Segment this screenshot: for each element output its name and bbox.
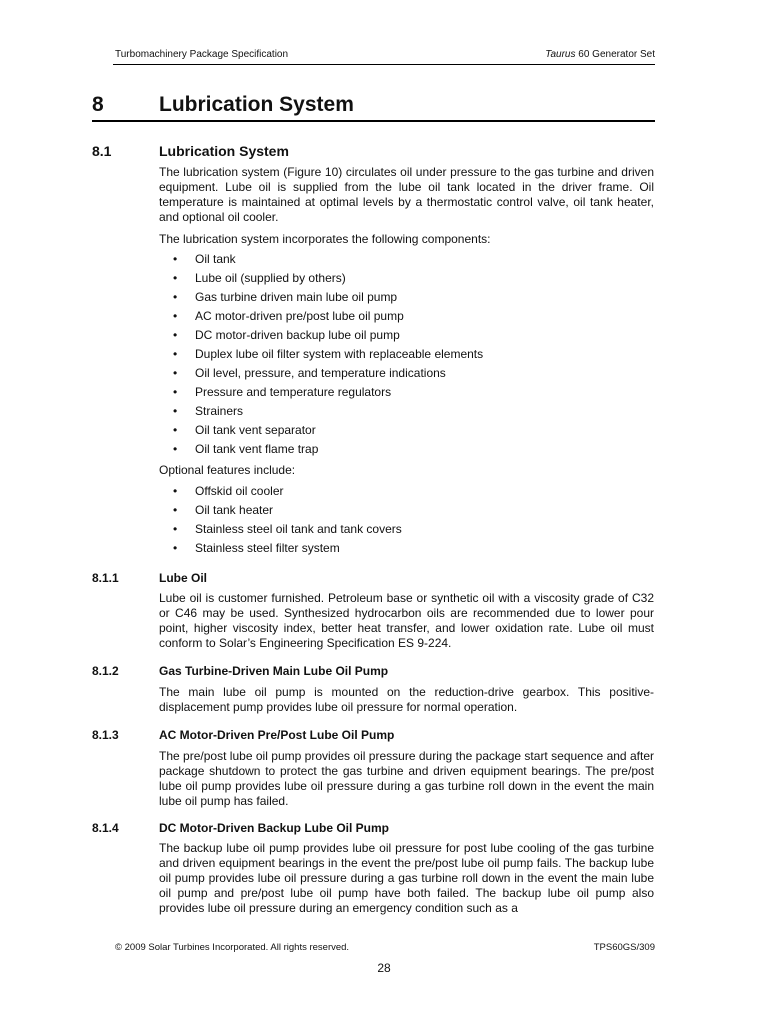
list-item [159,346,654,365]
bullet-icon: • [173,328,178,342]
subsection-number: 8.1.3 [92,728,119,742]
running-header-left: Turbomachinery Package Specification [115,49,289,60]
list-item-text: Stainless steel oil tank and tank covers [195,522,402,536]
list-item-text: Strainers [195,404,244,418]
list-item-text: Oil tank heater [195,503,274,517]
list-item [159,327,654,346]
bullet-icon: • [173,347,178,361]
chapter-rule [92,120,655,122]
subsection-number: 8.1.1 [92,571,119,585]
list-item-text: Offskid oil cooler [195,484,284,498]
subsection-title: DC Motor-Driven Backup Lube Oil Pump [159,821,390,835]
section-paragraph: Optional features include: [159,463,296,477]
list-item [159,540,654,559]
bullet-icon: • [173,522,178,536]
list-item [159,289,654,308]
footer-document-id: TPS60GS/309 [593,942,655,953]
section-paragraph: The lubrication system incorporates the following components: [159,232,491,246]
list-item [159,308,654,327]
subsection-number: 8.1.2 [92,664,119,678]
subsection-paragraph: The pre/post lube oil pump provides oil pressure during the package start sequence and after package shutdown to protect the gas turbine and driven equipment bearings. The pre/post lube oil pump provides lube oil pressure during a gas turbine roll down in the event the main lube oil pump has failed. [159,749,654,808]
section-title: Lubrication System [159,143,289,159]
list-item [159,483,654,502]
subsection-title: AC Motor-Driven Pre/Post Lube Oil Pump [159,728,395,742]
bullet-icon: • [173,252,178,266]
list-item [159,502,654,521]
bullet-icon: • [173,541,178,555]
bullet-icon: • [173,309,178,323]
list-item [159,270,654,289]
list-item-text: AC motor-driven pre/post lube oil pump [195,309,404,323]
subsection-title: Gas Turbine-Driven Main Lube Oil Pump [159,664,389,678]
list-item [159,251,654,270]
chapter-title: Lubrication System [159,93,354,116]
list-item [159,365,654,384]
header-italic-model: Taurus [545,49,576,60]
subsection-paragraph: Lube oil is customer furnished. Petroleum base or synthetic oil with a viscosity grade of C32 or C46 may be used. Synthesized hydrocarbon oils are recommended due to lower pour point, higher viscosity index, better heat transfer, and lower oxidation rate. Lube oil must conform to Solar’s Engineering Specification ES 9-224. [159,591,654,650]
list-item [159,384,654,403]
bullet-icon: • [173,442,178,456]
bullet-icon: • [173,385,178,399]
list-item-text: Oil tank vent flame trap [195,442,319,456]
subsection-paragraph: The backup lube oil pump provides lube oil pressure for post lube cooling of the gas turbine and driven equipment bearings in the event the pre/post lube oil pump fails. The backup lube oil pump provides lube oil pressure during a gas turbine roll down in the event the main lube oil pump and pre/post lube oil pump have both failed. The backup lube oil pump also provides lube oil pressure during an emergency condition such as a [159,841,654,915]
section-number: 8.1 [92,143,112,159]
list-item [159,403,654,422]
list-item [159,441,654,460]
list-item-text: Oil level, pressure, and temperature indications [195,366,446,380]
bullet-icon: • [173,404,178,418]
bullet-icon: • [173,366,178,380]
optional-features-list [159,483,654,559]
list-item [159,521,654,540]
bullet-icon: • [173,423,178,437]
list-item-text: Duplex lube oil filter system with replaceable elements [195,347,484,361]
list-item-text: Lube oil (supplied by others) [195,271,346,285]
bullet-icon: • [173,290,178,304]
subsection-number: 8.1.4 [92,821,119,835]
subsection-paragraph: The main lube oil pump is mounted on the reduction-drive gearbox. This positive-displacement pump provides lube oil pressure for normal operation. [159,685,654,714]
bullet-icon: • [173,484,178,498]
bullet-icon: • [173,271,178,285]
list-item-text: Oil tank vent separator [195,423,316,437]
list-item-text: Pressure and temperature regulators [195,385,392,399]
header-rest: 60 Generator Set [575,49,655,60]
list-item-text: Stainless steel filter system [195,541,340,555]
section-paragraph: The lubrication system (Figure 10) circulates oil under pressure to the gas turbine and driven equipment. Lube oil is supplied from the lube oil tank located in the driver frame. Oil temperature is maintained at optimal levels by a thermostatic control valve, oil tank heater, and optional oil cooler. [159,165,654,224]
list-item [159,422,654,441]
running-header-right [545,49,655,60]
components-list [159,251,654,460]
bullet-icon: • [173,503,178,517]
chapter-number: 8 [92,93,104,116]
list-item-text: DC motor-driven backup lube oil pump [195,328,400,342]
page-number: 28 [377,961,391,975]
list-item-text: Gas turbine driven main lube oil pump [195,290,398,304]
footer-copyright: © 2009 Solar Turbines Incorporated. All rights reserved. [115,942,350,953]
header-rule [113,64,655,65]
list-item-text: Oil tank [195,252,236,266]
subsection-title: Lube Oil [159,571,207,585]
